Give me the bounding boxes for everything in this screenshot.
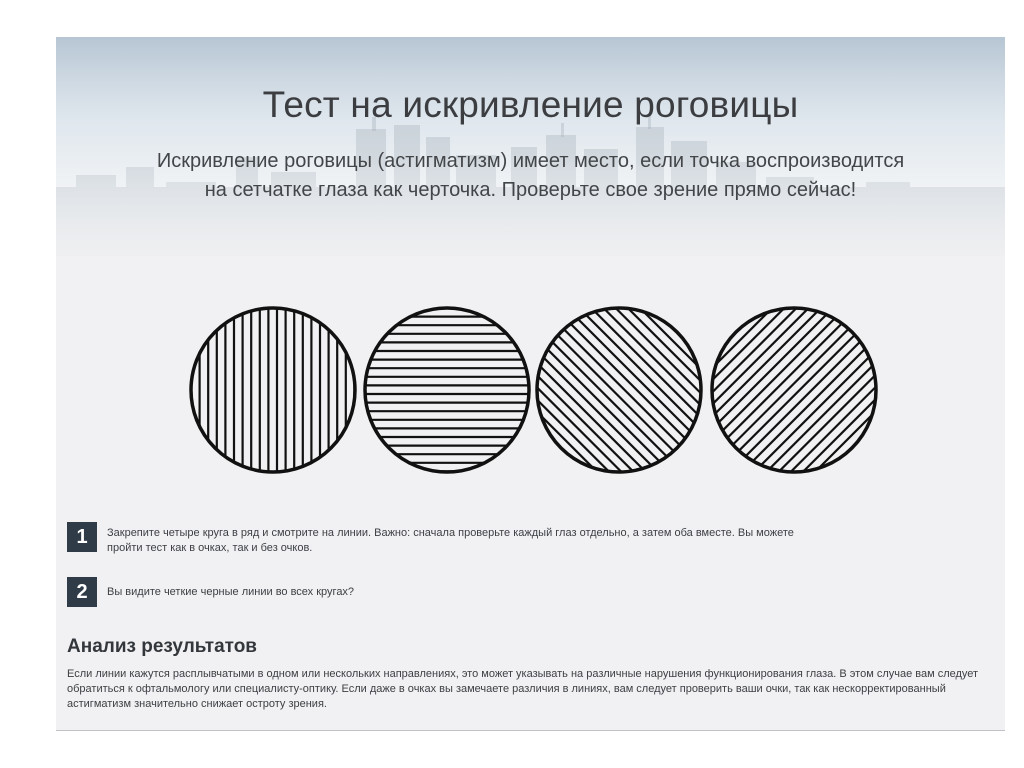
- test-line: [721, 256, 1005, 506]
- test-circles: [56, 256, 1005, 506]
- test-line: [623, 256, 951, 506]
- test-line: [521, 256, 849, 506]
- test-line: [461, 256, 789, 506]
- test-line: [485, 256, 813, 506]
- page-subtitle: Искривление роговицы (астигматизм) имеет место, если точка воспроизводится на сетчатке глаза как черточка. Проверьте свое зрение прямо сейчас!: [156, 150, 905, 201]
- step-number-badge: 2: [67, 577, 97, 607]
- test-line: [563, 256, 891, 506]
- step-question: Вы видите четкие черные линии во всех кругах?: [107, 586, 355, 598]
- test-page: [56, 37, 1005, 731]
- test-line: [412, 256, 740, 506]
- test-line: [660, 256, 988, 506]
- step-number-badge: 1: [67, 522, 97, 552]
- results-heading: Анализ результатов: [67, 636, 257, 657]
- test-circle-horizontal: [365, 299, 529, 480]
- test-line: [388, 256, 716, 506]
- test-line: [509, 256, 837, 506]
- test-circle-vertical: [182, 308, 363, 472]
- test-line: [636, 256, 964, 506]
- test-line: [672, 256, 1000, 506]
- step-instruction: Закрепите четыре круга в ряд и смотрите на линии. Важно: сначала проверьте каждый глаз отдельно, а затем оба вместе. Вы можете пройти тест как в очках, так и без очков.: [107, 527, 794, 554]
- results-description: Если линии кажутся расплывчатыми в одном или нескольких направлениях, это может указывать на различные нарушения функционирования глаза. В этом случае вам следует обратиться к офтальмологу или специалисту-оптику. Если даже в очках вы замечаете различия в линиях, вам следует проверить ваши очки, так как нескорректированный астигматизм значительно снижает остроту зрения.: [67, 668, 979, 710]
- test-circle-diagonal-up: [502, 256, 1005, 506]
- test-line: [448, 256, 776, 506]
- test-line: [575, 256, 903, 506]
- page-title: Тест на искривление роговицы: [262, 84, 799, 125]
- test-line: [696, 256, 1005, 506]
- header-banner: [56, 37, 1005, 256]
- test-line: [400, 256, 728, 506]
- test-line: [599, 256, 927, 506]
